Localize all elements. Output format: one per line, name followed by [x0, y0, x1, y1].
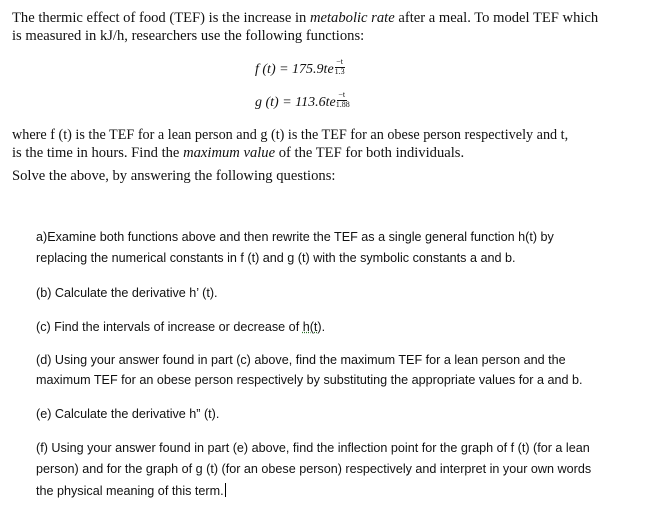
question-a-line-1: a)Examine both functions above and then rewrite the TEF as a single general function h(t) by [36, 230, 554, 244]
text-cursor[interactable] [225, 483, 226, 497]
question-e: (e) Calculate the derivative h” (t). [36, 407, 220, 421]
where-line-2 [12, 145, 464, 162]
question-d-line-2: maximum TEF for an obese person respectively by substituting the appropriate values for a and b. [36, 373, 583, 387]
exponent-f [334, 57, 346, 78]
question-a-line-2: replacing the numerical constants in f (t) and g (t) with the symbolic constants a and b. [36, 251, 516, 265]
equation-f [255, 57, 346, 78]
question-c [36, 320, 325, 334]
where-text-end: of the TEF for both individuals. [275, 145, 465, 161]
exponent-f-denominator: 1.3 [334, 67, 345, 76]
equation-g-text: g (t) = 113.6te [255, 95, 336, 110]
where-text: is the time in hours. Find the [12, 145, 184, 161]
exponent-g [335, 90, 350, 111]
intro-emphasis: metabolic rate [309, 10, 395, 26]
solve-heading: Solve the above, by answering the following questions: [12, 168, 336, 184]
intro-line-2: is measured in kJ/h, researchers use the following functions: [12, 28, 365, 44]
intro-line-1 [12, 10, 598, 27]
intro-text-end: after a meal. To model TEF which [394, 10, 599, 26]
exponent-f-numerator: −t [336, 57, 344, 66]
question-f-text: the physical meaning of this term. [36, 484, 224, 498]
intro-text: The thermic effect of food (TEF) is the increase in [12, 10, 310, 26]
question-f-line-1: (f) Using your answer found in part (e) above, find the inflection point for the graph of f (t) (for a lean [36, 441, 590, 455]
equation-f-text: f (t) = 175.9te [255, 62, 334, 77]
question-c-end: ). [317, 320, 326, 334]
question-f-line-2: person) and for the graph of g (t) (for an obese person) respectively and interpret in your own words [36, 462, 592, 476]
question-f-line-3 [36, 483, 226, 498]
question-c-text: (c) Find the intervals of increase or decrease of [36, 320, 303, 334]
question-d-line-1: (d) Using your answer found in part (c) above, find the maximum TEF for a lean person and the [36, 353, 566, 367]
exponent-g-denominator: 1.88 [335, 100, 350, 109]
question-b: (b) Calculate the derivative h’ (t). [36, 286, 218, 300]
where-line-1: where f (t) is the TEF for a lean person and g (t) is the TEF for an obese person respectively and t, [12, 127, 569, 143]
where-emphasis: maximum value [183, 145, 276, 161]
question-c-function: h(t [302, 320, 318, 334]
exponent-g-numerator: −t [338, 90, 346, 99]
equation-g [255, 90, 350, 111]
